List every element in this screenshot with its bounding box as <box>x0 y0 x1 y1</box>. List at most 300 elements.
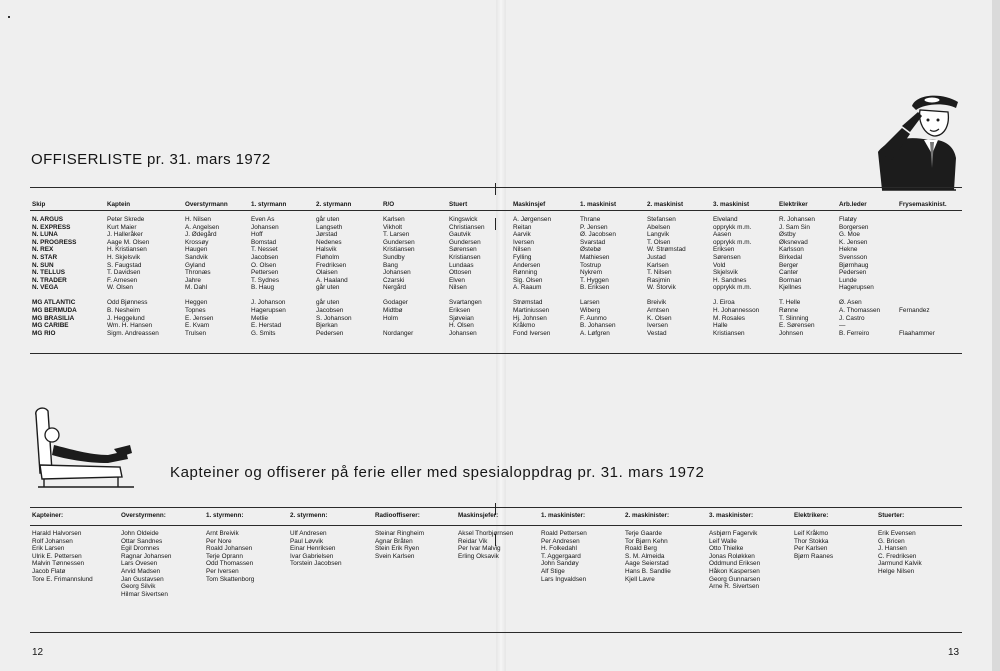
leave-cell: Roald Berg <box>625 545 657 553</box>
officer-cell: B. Ferreiro <box>839 329 870 337</box>
officer-cell: Heggen <box>185 299 208 307</box>
officer-cell: J. Eiroa <box>713 299 735 307</box>
officer-cell <box>899 284 935 292</box>
officer-cell: H. Sandnes <box>713 276 747 284</box>
officer-cell: N. ARGUS <box>32 216 64 223</box>
officer-cell: Iversen <box>513 238 534 246</box>
officer-cell: J. Ødegård <box>185 231 217 239</box>
officer-cell: Karlsen <box>647 261 669 269</box>
officer-cell: E. Herstad <box>251 322 282 330</box>
officer-cell: J. Johanson <box>251 299 286 307</box>
officer-cell: J. Heggelund <box>107 314 145 322</box>
officer-cell <box>899 239 935 247</box>
group-spacer <box>647 292 686 300</box>
officer-cell: Jahre <box>185 276 201 284</box>
group-spacer <box>251 292 286 300</box>
officer-cell: Nordanger <box>383 329 414 337</box>
officer-cell: K. Olsen <box>647 314 672 322</box>
officer-cell: opprykk m.m. <box>713 284 752 292</box>
officer-cell: T. Olsen <box>647 238 671 246</box>
group-spacer <box>185 292 219 300</box>
officer-cell: T. Slinning <box>779 314 809 322</box>
leave-cell: Per Andresen <box>541 537 580 545</box>
officer-cell: Halle <box>713 322 728 330</box>
officer-header: Stuert <box>449 201 468 208</box>
leave-cell: Ulrik E. Pettersen <box>32 552 82 560</box>
officer-cell: Borman <box>779 276 802 284</box>
page-number-right: 13 <box>948 647 960 658</box>
officer-cell: Johansen <box>383 269 411 277</box>
leave-cell: Ragnar Johansen <box>121 552 172 560</box>
officer-cell: M. Rosales <box>713 314 745 322</box>
ship-column <box>32 216 77 337</box>
leave-cell: Oddmund Eriksen <box>709 560 761 568</box>
officer-cell: opprykk m.m. <box>713 223 752 231</box>
officer-cell: Wiberg <box>580 307 601 315</box>
officer-cell: — <box>839 322 846 330</box>
leave-cell: Malvin Tønnessen <box>32 560 85 568</box>
officer-cell: Østebø <box>580 246 601 254</box>
officer-cell: J. Castro <box>839 314 865 322</box>
officer-cell: går uten <box>316 216 340 223</box>
officer-cell: T. Davidsen <box>107 269 141 277</box>
officer-cell: Kristiansen <box>383 246 415 254</box>
column-tick <box>495 183 496 195</box>
leave-cell: Terje Gaarde <box>625 530 662 537</box>
officer-cell: Trulsen <box>185 329 207 337</box>
officer-cell: Ø. Asen <box>839 299 862 307</box>
officer-cell: Topnes <box>185 307 206 315</box>
leave-cell: Hilmar Sivertsen <box>121 590 168 598</box>
leave-cell: Jacob Flatø <box>32 567 66 575</box>
leave-third-engineers-column <box>709 530 760 591</box>
officer-cell: Johansen <box>251 223 279 231</box>
leave-cell: Egil Dromnes <box>121 545 160 553</box>
officer-cell: H. Johannesson <box>713 307 760 315</box>
officer-header: 2. maskinist <box>647 201 684 208</box>
officer-cell: Bjørnhaug <box>839 261 869 269</box>
officer-cell: Midtbø <box>383 307 403 315</box>
leave-cell: Stein Erik Ryen <box>375 545 420 553</box>
officer-cell: Nilsen <box>449 284 467 292</box>
officer-cell: W. Storvik <box>647 284 676 292</box>
leave-electricians-column <box>794 530 833 560</box>
leave-cell: Per Nore <box>206 537 232 545</box>
leave-cell: Jarmund Kalvik <box>878 560 922 568</box>
officer-cell: J. Sam Sin <box>779 223 810 231</box>
leave-cell: Tom Skattenborg <box>206 575 255 583</box>
officer-header: 1. styrmann <box>251 201 287 208</box>
officer-cell: Fond Iversen <box>513 329 551 337</box>
officer-cell: Breivik <box>647 299 667 307</box>
officer-cell: H. Olsen <box>449 322 474 330</box>
officer-cell: Hoff <box>251 231 263 239</box>
leave-cell: Erik Larsen <box>32 545 65 553</box>
header-rule-bottom <box>30 210 962 211</box>
officer-cell: Ottosen <box>449 269 472 277</box>
officer-cell: G. Smits <box>251 329 276 337</box>
officer-header: 3. maskinist <box>713 201 750 208</box>
officer-cell: Flatøy <box>839 216 857 223</box>
officer-cell: opprykk m.m. <box>713 238 752 246</box>
officer-cell: Kjellnes <box>779 284 802 292</box>
page-edge <box>992 0 1000 671</box>
officer-cell <box>899 262 935 270</box>
leave-cell: Tor Bjørn Kehn <box>625 537 668 545</box>
leave-cell: Harald Halvorsen <box>32 530 82 537</box>
officer-cell: Sundby <box>383 253 405 261</box>
officer-cell: H. Kristiansen <box>107 246 147 254</box>
leave-cell: Arvid Madsen <box>121 567 161 575</box>
leave-cell: Leif Walle <box>709 537 737 545</box>
officer-cell: Nergård <box>383 284 407 292</box>
officer-cell: F. Aunmo <box>580 314 607 322</box>
officer-cell: N. REX <box>32 246 54 254</box>
group-spacer <box>899 292 935 300</box>
officer-cell <box>899 216 935 224</box>
officer-cell: Svarstad <box>580 238 606 246</box>
leave-header: Elektrikere: <box>794 512 829 519</box>
officer-cell: Iversen <box>647 322 668 330</box>
officer-cell: B. Nesheim <box>107 307 141 315</box>
second-engineer-column <box>647 216 686 337</box>
officer-cell: Birkedal <box>779 253 803 261</box>
officer-cell: Metlie <box>251 314 269 322</box>
leave-cell: Terje Oprann <box>206 552 243 560</box>
leave-cell: T. Aggergaard <box>541 552 581 560</box>
leave-cell: Thor Stokka <box>794 537 829 545</box>
officer-cell: Sigm. Andreassen <box>107 329 159 337</box>
leave-cell: J. Hansen <box>878 545 907 553</box>
officer-cell: A. Jørgensen <box>513 216 552 223</box>
officer-cell: MG RIO <box>32 329 56 337</box>
officer-cell: Nedenes <box>316 238 342 246</box>
second-mate-column <box>316 216 352 337</box>
leave-second-engineers-column <box>625 530 671 583</box>
officer-cell: Hekne <box>839 246 858 254</box>
officer-cell: Thronæs <box>185 269 211 277</box>
leave-cell: C. Fredriksen <box>878 552 917 560</box>
officer-cell: Rønne <box>779 307 799 315</box>
officer-header: Arb.leder <box>839 201 867 208</box>
leave-cell: Bjørn Raanes <box>794 552 834 560</box>
officer-header: Elektriker <box>779 201 808 208</box>
leave-cell: Rolf Johansen <box>32 537 73 545</box>
officer-cell: Lunde <box>839 276 857 284</box>
officer-cell: T. Sydnes <box>251 276 280 284</box>
officer-cell: Martiniussen <box>513 307 550 315</box>
leave-cell: Leif Kråkmo <box>794 530 829 537</box>
officer-cell: H. Nilsen <box>185 216 211 223</box>
officer-cell: Fylling <box>513 253 532 261</box>
officer-cell: Eriksen <box>449 307 471 315</box>
officer-header: 2. styrmann <box>316 201 352 208</box>
officer-cell <box>383 322 415 330</box>
officer-cell: Borgersen <box>839 223 869 231</box>
officer-cell: Sandvik <box>185 253 208 261</box>
officer-cell: A. Haaland <box>316 276 348 284</box>
officer-header: Skip <box>32 201 46 208</box>
officer-cell: Hagerupsen <box>251 307 286 315</box>
leave-cell: Ivar Gabrielsen <box>290 552 334 560</box>
officer-cell: Ø. Jacobsen <box>580 231 616 239</box>
leave-cell: Otto Thielke <box>709 545 744 553</box>
leave-cell: John Sandøy <box>541 560 579 568</box>
officer-cell: Karlsen <box>383 216 405 223</box>
officer-cell: Østby <box>779 231 796 239</box>
group-spacer <box>383 292 415 300</box>
officer-cell: Langseth <box>316 223 343 231</box>
leave-cell: John Oldeide <box>121 530 159 537</box>
officer-cell: går uten <box>316 284 340 292</box>
officer-cell: Sørensen <box>449 246 477 254</box>
officer-cell: Bomstad <box>251 238 277 246</box>
officer-cell: Aarvik <box>513 231 531 239</box>
officer-cell: Kurt Maier <box>107 223 137 231</box>
officer-cell: Bang <box>383 261 398 269</box>
officer-cell: T. Nesset <box>251 246 278 254</box>
officer-cell: Godager <box>383 299 408 307</box>
reclining-man-icon <box>30 405 138 489</box>
leave-cell: Reidar Vik <box>458 537 488 545</box>
officer-header: Overstyrmann <box>185 201 228 208</box>
leave-cell: Aksel Thorbjørnsen <box>458 530 514 537</box>
officer-cell: Peter Skrede <box>107 216 145 223</box>
page-number-left: 12 <box>32 647 44 658</box>
leave-cell: Lars Ovesen <box>121 560 158 568</box>
leave-cell: Arnt Breivik <box>206 530 239 537</box>
officer-cell: Christiansen <box>449 223 485 231</box>
officer-cell: Vestad <box>647 329 667 337</box>
leave-cell: Roald Pettersen <box>541 530 587 537</box>
officer-cell: Hagerupsen <box>839 284 874 292</box>
officer-cell: Pettersen <box>251 269 279 277</box>
group-spacer <box>713 292 759 300</box>
officer-cell: T. Hyggen <box>580 276 609 284</box>
leave-first-engineers-column <box>541 530 587 583</box>
leave-cell: Håkon Kaspersen <box>709 567 760 575</box>
officer-cell <box>899 315 935 323</box>
leave-cell: Aage Seierstad <box>625 560 669 568</box>
leave-header: Radiooffiserer: <box>375 512 420 519</box>
first-engineer-column <box>580 216 616 337</box>
officer-cell: W. Olsen <box>107 284 133 292</box>
officer-cell: K. Jensen <box>839 238 868 246</box>
officer-cell: Larsen <box>580 299 600 307</box>
leave-cell: Einar Henriksen <box>290 545 336 553</box>
leave-cell: Hans B. Sandlie <box>625 567 671 575</box>
leave-cell: Tore E. Frimannslund <box>32 575 93 583</box>
leave-cell: Paul Løvvik <box>290 537 324 545</box>
officer-cell: S. Johanson <box>316 314 352 322</box>
officer-cell: Abelsen <box>647 223 671 231</box>
officer-cell: Czarski <box>383 276 405 284</box>
officer-cell: Even As <box>251 216 275 223</box>
leave-cell: Svein Karlsen <box>375 552 415 560</box>
officer-cell: Skjelsvik <box>713 269 738 277</box>
officer-cell: Aage M. Olsen <box>107 238 150 246</box>
officer-cell: Eriksen <box>713 246 735 254</box>
officer-cell: Sørensen <box>713 253 741 261</box>
officer-cell: G. Moe <box>839 231 860 239</box>
officer-cell: Thrane <box>580 216 601 223</box>
officer-cell: Strømstad <box>513 299 543 307</box>
officer-cell: Johnsen <box>779 329 804 337</box>
officer-cell: Fløholm <box>316 253 340 261</box>
officer-cell: Olaisen <box>316 269 338 277</box>
officer-cell: Canter <box>779 269 799 277</box>
leave-cell: Ulf Andresen <box>290 530 327 537</box>
leave-cell: Asbjørn Fagervik <box>709 530 758 537</box>
officer-cell: Nilsen <box>513 246 531 254</box>
officer-cell: Arntsen <box>647 307 670 315</box>
officer-cell: MG ATLANTIC <box>32 299 76 307</box>
officer-cell: T. Nilsen <box>647 269 672 277</box>
leave-cell: Erik Evensen <box>878 530 916 537</box>
officer-cell: Hj. Johnsen <box>513 314 547 322</box>
officer-cell: B. Johansen <box>580 322 616 330</box>
officer-cell: T. Larsen <box>383 231 410 239</box>
officer-cell: A. Angelsen <box>185 223 220 231</box>
officer-cell: MG BERMUDA <box>32 307 77 315</box>
chief-engineer-column <box>513 216 551 337</box>
officer-cell: Vikholt <box>383 223 403 231</box>
officer-cell: F. Arnesen <box>107 276 138 284</box>
leave-first-mates-column <box>206 530 254 583</box>
group-spacer <box>779 292 815 300</box>
leave-header: 1. maskinister: <box>541 512 586 519</box>
officer-cell: Tostrup <box>580 261 601 269</box>
officer-cell: N. VEGA <box>32 284 59 292</box>
leave-cell: Per Karlsen <box>794 545 828 553</box>
officer-cell <box>899 322 935 330</box>
leave-header: Overstyrmenn: <box>121 512 166 519</box>
officer-header: 1. maskinist <box>580 201 617 208</box>
officer-cell: Gundersen <box>383 238 415 246</box>
leave-header: 2. styrmenn: <box>290 512 328 519</box>
leave-list-title: Kapteiner og offiserer på ferie eller med spesialoppdrag pr. 31. mars 1972 <box>170 464 705 481</box>
officer-cell: Mathiesen <box>580 253 610 261</box>
officer-cell: går uten <box>316 299 340 307</box>
leave-cell: Kjell Lavre <box>625 575 655 583</box>
officer-header: Maskinsjef <box>513 201 546 208</box>
leave-second-mates-column <box>290 530 342 568</box>
officer-cell: Jacobsen <box>316 307 344 315</box>
saluting-captain-icon <box>872 82 964 194</box>
officer-cell: Elven <box>449 276 465 284</box>
officer-cell: N. EXPRESS <box>32 223 71 231</box>
officer-cell: A. Thomassen <box>839 307 881 315</box>
captain-column <box>107 216 159 337</box>
officer-cell: P. Jensen <box>580 223 608 231</box>
leave-cell: Torstein Jacobsen <box>290 560 342 568</box>
officer-cell: E. Kvam <box>185 322 210 330</box>
print-speck <box>8 16 10 18</box>
officer-cell: Fredriksen <box>316 261 347 269</box>
officer-cell: Rasjmin <box>647 276 671 284</box>
work-leader-column <box>839 216 880 337</box>
officer-cell: E. Jensen <box>185 314 214 322</box>
officer-cell: Reitan <box>513 223 532 231</box>
officer-cell: Nykrem <box>580 269 603 277</box>
officer-cell: Svensson <box>839 253 868 261</box>
group-spacer <box>839 292 880 300</box>
officer-cell: M. Dahl <box>185 284 208 292</box>
officer-cell: N. TRADER <box>32 276 67 284</box>
leave-header: Maskinsjefer: <box>458 512 499 519</box>
officer-cell: N. LUNA <box>32 231 58 239</box>
leave-cell: Erling Oksavik <box>458 552 499 560</box>
officer-cell: Kråkmo <box>513 322 536 330</box>
leave-cell: G. Bricen <box>878 537 905 545</box>
leave-header: 2. maskinister: <box>625 512 670 519</box>
officer-cell: A. Raaum <box>513 284 542 292</box>
officer-header: Frysemaskinist. <box>899 201 947 208</box>
officer-cell: Karlsson <box>779 246 804 254</box>
leave-rule-bottom <box>30 525 962 526</box>
officer-cell: Kristiansen <box>449 253 481 261</box>
officer-cell: Aasen <box>713 231 732 239</box>
steward-column <box>449 216 485 337</box>
officer-cell: Gundersen <box>449 238 481 246</box>
leave-cell: Jonas Roløkken <box>709 552 755 560</box>
leave-cell: Per Iversen <box>206 567 239 575</box>
leave-cell: Helge Nilsen <box>878 567 915 575</box>
officer-cell: N. SUN <box>32 261 54 269</box>
freezer-engineer-column <box>899 216 935 337</box>
leave-cell: Alf Stige <box>541 567 565 575</box>
officer-cell: Rønning <box>513 269 538 277</box>
officer-cell: W. Strømstad <box>647 246 686 254</box>
officer-cell <box>899 231 935 239</box>
officer-cell: Langvik <box>647 231 670 239</box>
leave-stewards-column <box>878 530 922 576</box>
officer-cell: Vold <box>713 261 726 269</box>
officer-header: R/O <box>383 201 395 208</box>
leave-header: 1. styrmenn: <box>206 512 244 519</box>
leave-cell: Lars Ingvaldsen <box>541 575 587 583</box>
leave-cell: Roald Johansen <box>206 545 253 553</box>
officer-cell: A. Løfgren <box>580 329 610 337</box>
officer-cell: Gyland <box>185 261 206 269</box>
officer-cell: Krossøy <box>185 238 209 246</box>
group-spacer <box>449 292 485 300</box>
officer-cell: S. Faugstad <box>107 261 142 269</box>
officer-cell: Justad <box>647 253 666 261</box>
officer-cell: Kristiansen <box>713 329 745 337</box>
leave-cell: Arne R. Sivertsen <box>709 583 760 591</box>
officer-cell: Berger <box>779 261 799 269</box>
officer-cell: MG CARIBE <box>32 322 69 330</box>
officer-list-title: OFFISERLISTE pr. 31. mars 1972 <box>31 151 271 168</box>
officer-header: Kaptein <box>107 201 131 208</box>
officer-cell: J. Halleråker <box>107 231 143 239</box>
group-spacer <box>107 292 159 300</box>
officer-cell: Fernandez <box>899 307 930 315</box>
leave-rule-top <box>30 507 962 508</box>
page-gutter <box>496 0 506 671</box>
leave-header: 3. maskinister: <box>709 512 754 519</box>
leave-header: Stuerter: <box>878 512 905 519</box>
officer-cell <box>899 269 935 277</box>
leave-captains-column <box>32 530 93 583</box>
officer-cell: Holm <box>383 314 398 322</box>
officer-cell: Lundaas <box>449 261 474 269</box>
officer-cell: B. Eriksen <box>580 284 610 292</box>
officer-cell: Elveland <box>713 216 738 223</box>
leave-header: Kapteiner: <box>32 512 64 519</box>
group-spacer <box>580 292 616 300</box>
